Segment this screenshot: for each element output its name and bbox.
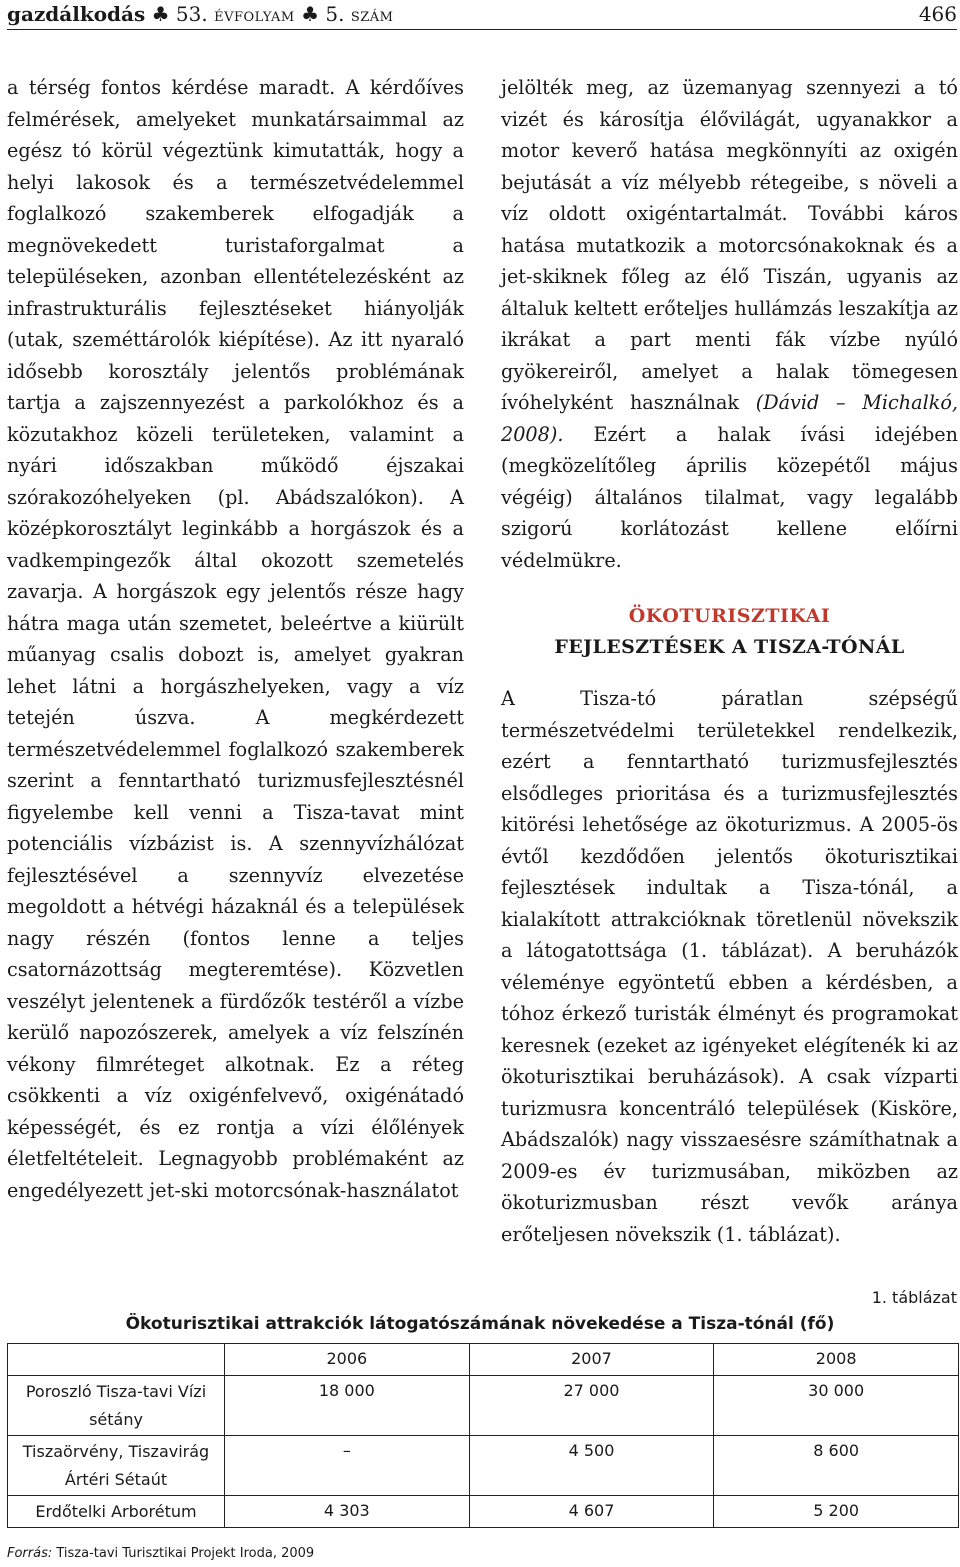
table-number: 1. táblázat	[871, 1288, 957, 1307]
body-paragraph: a térség fontos kérdése maradt. A kérdőíves felmérések, amelyeket munkatársaimmal az egész tó körül végeztünk kimutatták, hogy a helyi lakosok és a természetvédelemmel foglalkozó szakemberek elfogadják a megnövekedett turistaforgalmat a településeken, azonban ellentételezésként az infrastrukturális fejlesztéseket hiányolják (utak, szeméttárolók kiépítése). Az itt nyaraló idősebb korosztály jelentős problémának tartja a zajszennyezést a parkolókhoz és a közutakhoz közeli területeken, valamint a nyári időszakban működő éjszakai szórakozóhelyeken (pl. Abádszalókon). A középkorosztályt leginkább a horgászok és a vadkempingezők által okozott szemetelés zavarja. A horgászok egy jelentős része hagy hátra maga után szemetet, beleértve a kiürült műanyag csalis dobozt is, amelyet gyakran lehet látni a horgászhelyeken, vagy a víz tetején úszva. A megkérdezett természetvédelemmel foglalkozó szakemberek szerint a fenntartható turizmusfejlesztésnél figyelembe kell venni a Tisza-tavat mint potenciális vízbázist is. A szennyvízhálózat fejlesztésével a szennyvíz elvezetése megoldott a hétvégi házaknál és a települések nagy részén (fontos lenne a teljes csatornázottság megteremtése). Közvetlen veszélyt jelentenek a fürdőzők testéről a vízbe kerülő napozószerek, amelyek a víz felszínén vékony filmréteget alkotnak. Ez a réteg csökkenti a víz oxigénfelvevő, oxigénátadó képességét, és ez rontja a vízi élőlények életfeltételeit. Legnagyobb problémaként az engedélyezett jet-ski motorcsónak-használatot	[7, 76, 464, 1202]
value-cell: 8 600	[714, 1436, 959, 1496]
table-header-cell: 2008	[714, 1344, 959, 1376]
paragraph-text: Ezért a halak ívási idejében (megközelítőleg április közepétől május végéig) általános tilalmat, vagy legalább szigorú korlátozást kellene előírni védelmükre.	[501, 422, 958, 572]
club-icon: ♣	[301, 2, 320, 26]
value-cell: 4 607	[469, 1496, 714, 1528]
row-name-cell: Poroszló Tisza-tavi Vízi sétány	[8, 1376, 225, 1436]
value-cell: –	[225, 1436, 470, 1496]
left-column	[7, 72, 464, 1206]
volume-number: 53.	[175, 2, 208, 26]
paragraph-text: jelölték meg, az üzemanyag szennyezi a tó vizét és károsítja élővilágát, ugyanakkor a motor keverő hatása megkönnyíti az oxigén bejutását a víz mélyebb rétegeibe, s növeli a víz oldott oxigéntartalmát. További káros hatása mutatkozik a motorcsónakoknak és a jet-skiknek főleg az élő Tiszán, ugyanis az általuk keltett erőteljes hullámzás leszakítja az ikrákat a part menti fák vízbe nyúló gyökereiről, amelyet a halak tömegesen ívóhelyként használnak	[501, 76, 958, 414]
table-header-cell	[8, 1344, 225, 1376]
table-row	[8, 1376, 959, 1436]
right-column	[501, 72, 958, 1250]
table-header-row	[8, 1344, 959, 1376]
issue-label: SZÁM	[350, 10, 394, 25]
body-paragraph: A Tisza-tó páratlan szépségű természetvédelmi területekkel rendelkezik, ezért a fenntartható turizmusfejlesztés elsődleges prioritása és a turizmusfejlesztés kitörési lehetősége az ökoturizmus. A 2005-ös évtől kezdődően jelentős ökoturisztikai fejlesztések indultak a Tisza-tónál, a kialakított attrakcióknak töretlenül növekszik a látogatottsága (1. táblázat). A beruházók véleménye egyöntetű ebben a kérdésben, a tóhoz érkező turisták élményt és programokat keresnek (ezeket az igényeket elégítenék ki az ökoturisztikai beruházások). A csak vízparti turizmusra koncentráló települések (Kisköre, Abádszalók) nagy visszaesésre számíthatnak a 2009-es év turizmusában, miközben az ökoturizmusban részt vevők aránya erőteljesen növekszik (1. táblázat).	[501, 687, 958, 1246]
running-head	[7, 2, 393, 26]
section-heading-line-2: FEJLESZTÉSEK A TISZA-TÓNÁL	[554, 636, 905, 658]
value-cell: 18 000	[225, 1376, 470, 1436]
table-source	[7, 1546, 314, 1561]
value-cell: 4 500	[469, 1436, 714, 1496]
club-icon: ♣	[151, 2, 170, 26]
value-cell: 30 000	[714, 1376, 959, 1436]
header-rule	[7, 29, 957, 30]
journal-name: gazdálkodás	[7, 2, 146, 26]
value-cell: 5 200	[714, 1496, 959, 1528]
row-name-cell: Tiszaörvény, Tiszavirág Ártéri Sétaút	[8, 1436, 225, 1496]
issue-number: 5.	[325, 2, 345, 26]
citation: (Dávid – Michalkó, 2008).	[501, 391, 958, 446]
row-name-cell: Erdőtelki Arborétum	[8, 1496, 225, 1528]
table-header-cell: 2006	[225, 1344, 470, 1376]
page-header	[7, 0, 957, 30]
body-paragraph	[501, 72, 958, 576]
table-row	[8, 1496, 959, 1528]
value-cell: 27 000	[469, 1376, 714, 1436]
table-title: Ökoturisztikai attrakciók látogatószámának növekedése a Tisza-tónál (fő)	[125, 1314, 835, 1334]
table-header-cell: 2007	[469, 1344, 714, 1376]
source-label: Forrás:	[7, 1546, 53, 1561]
visitor-table	[7, 1343, 959, 1528]
page-number: 466	[918, 2, 957, 26]
table-row	[8, 1436, 959, 1496]
source-text: Tisza-tavi Turisztikai Projekt Iroda, 2009	[52, 1546, 315, 1561]
section-heading-line-1: ÖKOTURISZTIKAI	[628, 605, 831, 627]
volume-label: ÉVFOLYAM	[214, 10, 295, 25]
value-cell: 4 303	[225, 1496, 470, 1528]
section-heading	[501, 601, 958, 663]
